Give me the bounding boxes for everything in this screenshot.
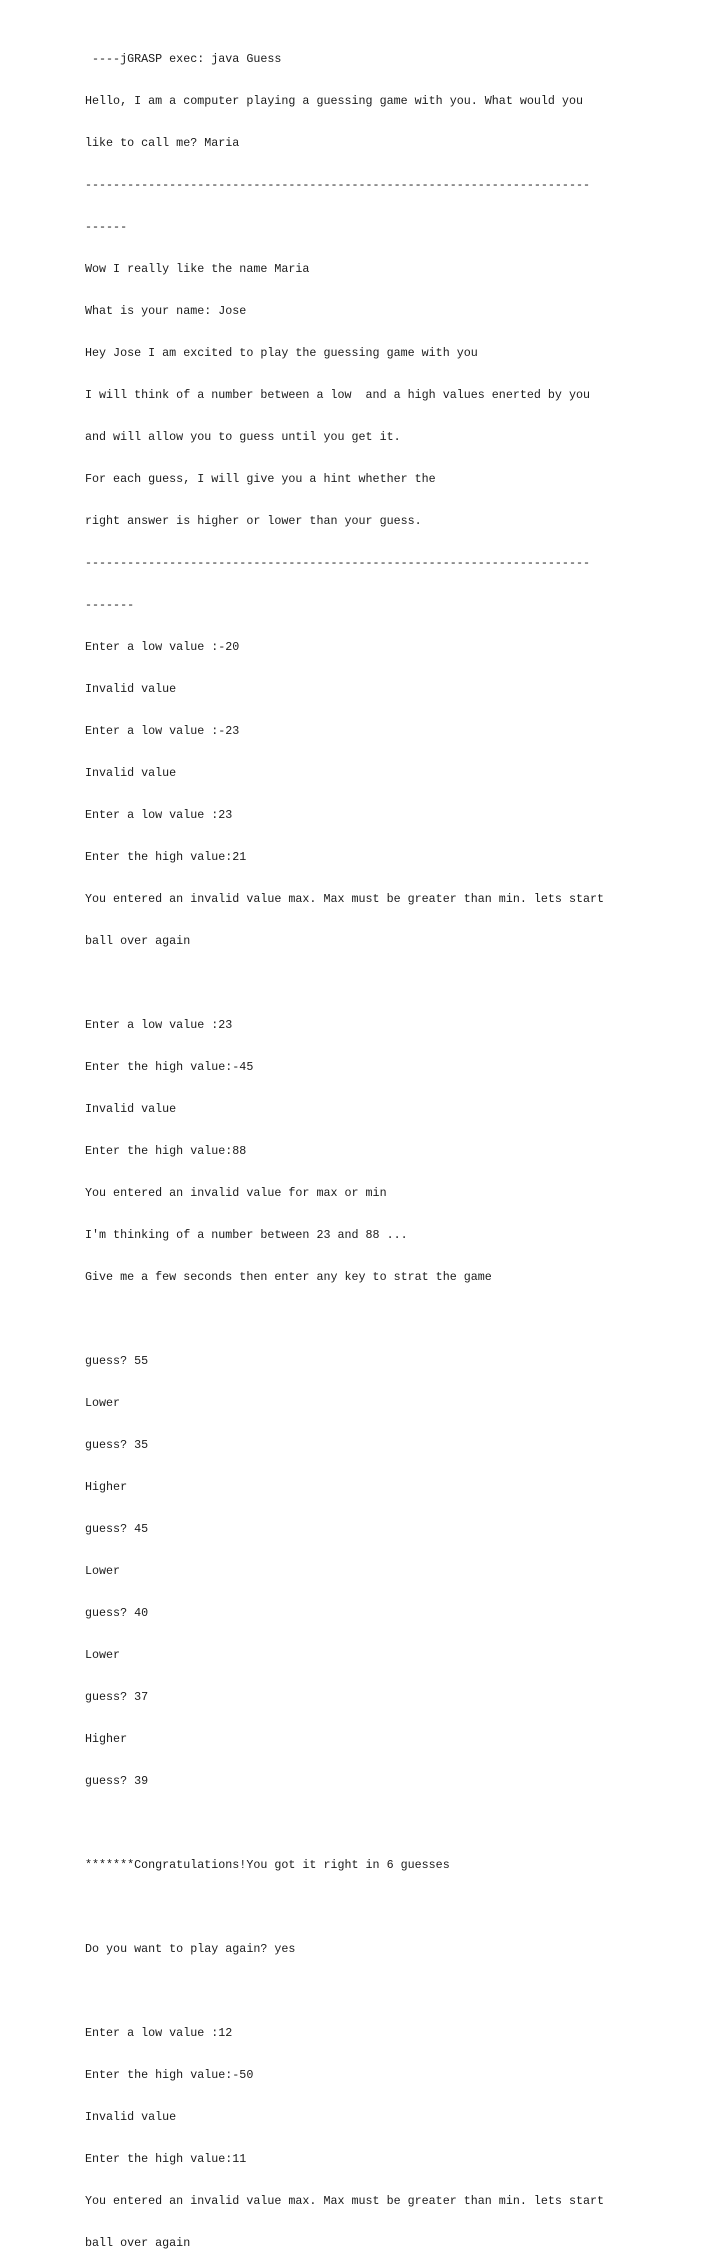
console-line: guess? 35 [85,1438,149,1452]
console-line: guess? 45 [85,1522,149,1536]
console-line: Enter the high value:-50 [85,2068,254,2082]
console-line: You entered an invalid value max. Max must be greater than min. lets start [85,892,605,906]
console-line: What is your name: Jose [85,304,247,318]
console-line: guess? 40 [85,1606,149,1620]
console-line: Enter a low value :23 [85,1018,233,1032]
console-line: Hello, I am a computer playing a guessing game with you. What would you [85,94,583,108]
console-line: You entered an invalid value max. Max must be greater than min. lets start [85,2194,605,2208]
console-line: ------------------------------------------------------------------------ [85,178,590,192]
console-line [85,1900,685,1914]
console-line: Invalid value [85,2110,177,2124]
console-line: ------ [85,220,128,234]
console-line: ------- [85,598,135,612]
console-line [85,1984,685,1998]
console-line: Wow I really like the name Maria [85,262,310,276]
console-line [85,1312,685,1326]
console-line: For each guess, I will give you a hint whether the [85,472,436,486]
console-line: Enter the high value:11 [85,2152,247,2166]
console-line: Enter the high value:88 [85,1144,247,1158]
console-line: Lower [85,1564,121,1578]
console-line: Invalid value [85,682,177,696]
console-line: guess? 39 [85,1774,149,1788]
console-line: Do you want to play again? yes [85,1942,296,1956]
console-line: Invalid value [85,1102,177,1116]
console-line: Enter a low value :-20 [85,640,240,654]
console-line: Hey Jose I am excited to play the guessing game with you [85,346,478,360]
console-line: Higher [85,1732,128,1746]
console-line: Higher [85,1480,128,1494]
console-line: Enter the high value:-45 [85,1060,254,1074]
console-line: right answer is higher or lower than your guess. [85,514,422,528]
console-line: I'm thinking of a number between 23 and 88 ... [85,1228,408,1242]
console-line: Lower [85,1396,121,1410]
console-line: ball over again [85,2236,191,2250]
console-output [85,24,685,2264]
console-line: Enter a low value :12 [85,2026,233,2040]
console-line [85,976,685,990]
console-line: guess? 37 [85,1690,149,1704]
console-line: and will allow you to guess until you get it. [85,430,401,444]
console-line: Lower [85,1648,121,1662]
console-line: Enter a low value :23 [85,808,233,822]
console-line: ------------------------------------------------------------------------ [85,556,590,570]
console-line: Enter a low value :-23 [85,724,240,738]
console-line: ball over again [85,934,191,948]
console-line: Give me a few seconds then enter any key to strat the game [85,1270,492,1284]
console-line: ----jGRASP exec: java Guess [85,52,282,66]
console-line: Enter the high value:21 [85,850,247,864]
console-line: *******Congratulations!You got it right in 6 guesses [85,1858,450,1872]
console-line [85,1816,685,1830]
console-line: You entered an invalid value for max or min [85,1186,387,1200]
console-line: like to call me? Maria [85,136,240,150]
console-line: I will think of a number between a low and a high values enerted by you [85,388,590,402]
console-line: guess? 55 [85,1354,149,1368]
console-line: Invalid value [85,766,177,780]
